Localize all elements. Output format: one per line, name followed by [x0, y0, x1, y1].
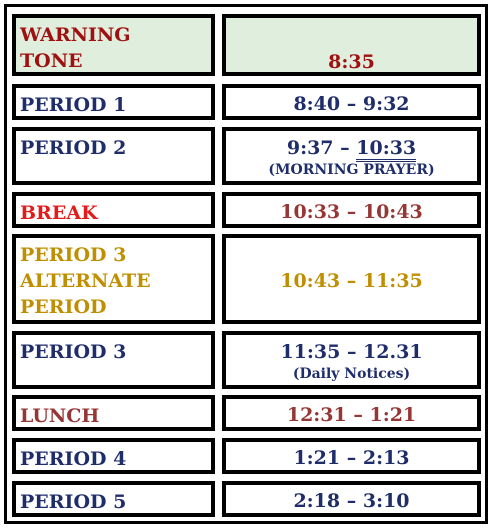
- period-2-time-start: 9:37 –: [286, 137, 357, 159]
- period-3-note: (Daily Notices): [292, 366, 411, 382]
- row-period-5-label: PERIOD 5: [12, 481, 215, 517]
- period-2-note: (MORNING PRAYER): [268, 162, 435, 178]
- period-2-time-end: 10:33: [356, 137, 416, 162]
- period-3-time-range: 11:35 – 12.31: [280, 341, 423, 363]
- row-period-1-time: 8:40 – 9:32: [222, 84, 481, 120]
- row-break-time: 10:33 – 10:43: [222, 192, 481, 228]
- row-warning-tone-time: 8:35: [222, 14, 481, 76]
- row-period-5-time: 2:18 – 3:10: [222, 481, 481, 517]
- row-period-3-time: [222, 331, 481, 389]
- row-period-4-time: 1:21 – 2:13: [222, 438, 481, 474]
- row-warning-tone-label: WARNING TONE: [12, 14, 215, 76]
- row-period-3-alternate-time: 10:43 – 11:35: [222, 234, 481, 324]
- row-period-1-label: PERIOD 1: [12, 84, 215, 120]
- row-period-2-label: PERIOD 2: [12, 127, 215, 185]
- row-lunch-time: 12:31 – 1:21: [222, 395, 481, 431]
- row-period-4-label: PERIOD 4: [12, 438, 215, 474]
- row-lunch-label: LUNCH: [12, 395, 215, 431]
- row-period-3-label: PERIOD 3: [12, 331, 215, 389]
- row-period-2-time: [222, 127, 481, 185]
- row-period-3-alternate-label: PERIOD 3 ALTERNATE PERIOD: [12, 234, 215, 324]
- row-break-label: BREAK: [12, 192, 215, 228]
